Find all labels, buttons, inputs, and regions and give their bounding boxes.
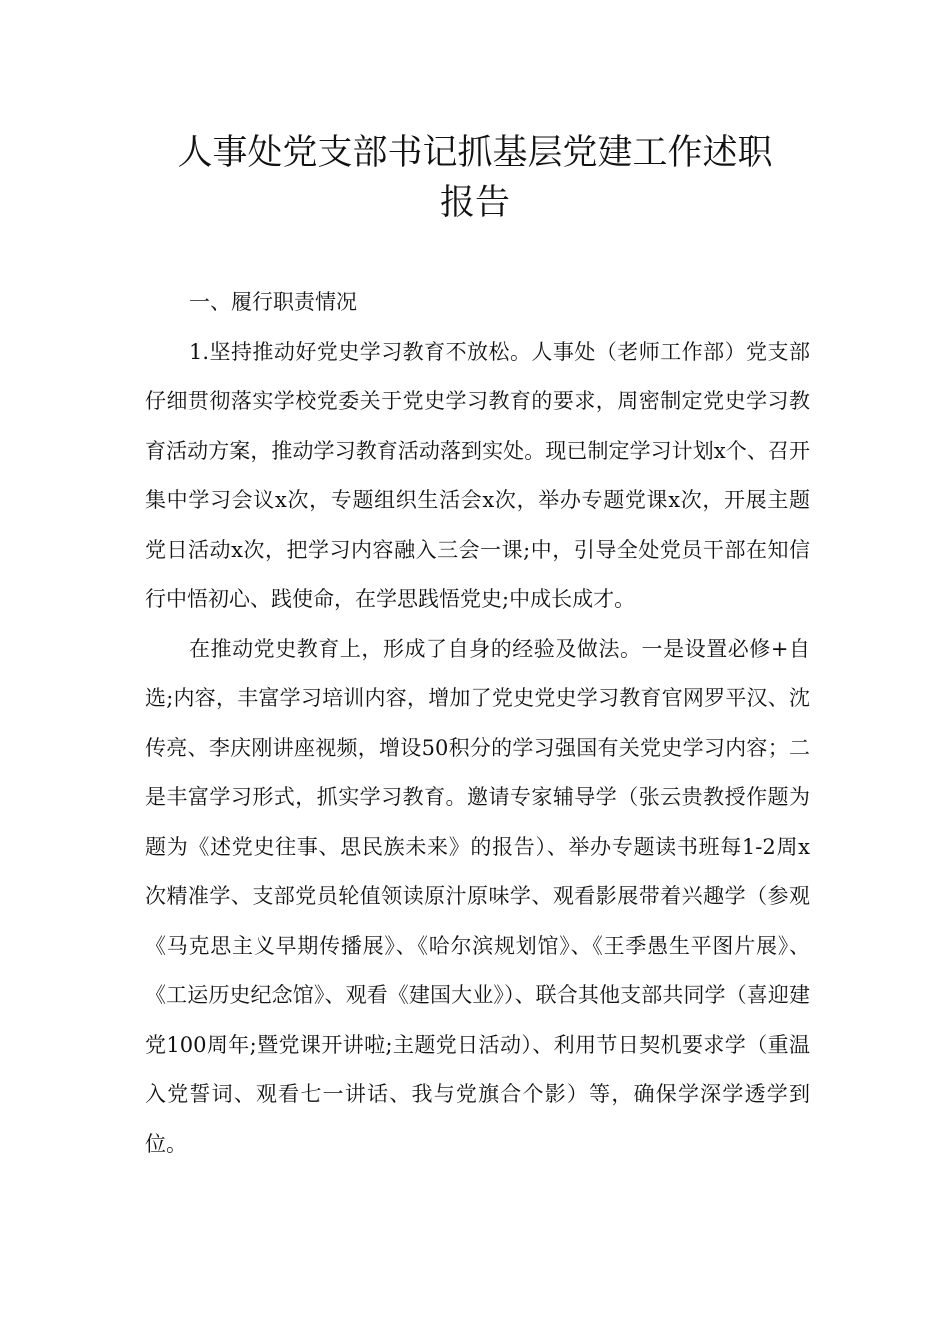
document-body <box>145 278 810 1169</box>
document-title-line-1: 人事处党支部书记抓基层党建工作述职 <box>177 133 773 173</box>
section-heading: 一、履行职责情况 <box>189 290 357 314</box>
paragraph-2: 在推动党史教育上，形成了自身的经验及做法。一是设置必修+自选;内容，丰富学习培训内容，增加了党史党史学习教育官网罗平汉、沈传亮、李庆刚讲座视频，增设50积分的学习强国有关党史学习内容；二是丰富学习形式，抓实学习教育。邀请专家辅导学（张云贵教授作题为题为《述党史往事、思民族未来》的报告）、举办专题读书班每1-2周x次精准学、支部党员轮值领读原汁原味学、观看影展带着兴趣学（参观《马克思主义早期传播展》、《哈尔滨规划馆》、《王季愚生平图片展》、《工运历史纪念馆》、观看《建国大业》）、联合其他支部共同学（喜迎建党100周年;暨党课开讲啦;主题党日活动）、利用节日契机要求学（重温入党誓词、观看七一讲话、我与党旗合个影）等，确保学深学透学到位。 <box>145 636 810 1156</box>
paragraph-1: 1.坚持推动好党史学习教育不放松。人事处（老师工作部）党支部仔细贯彻落实学校党委关于党史学习教育的要求，周密制定党史学习教育活动方案，推动学习教育活动落到实处。现已制定学习计划x个、召开集中学习会议x次，专题组织生活会x次，举办专题党课x次，开展主题党日活动x次，把学习内容融入三会一课;中，引导全处党员干部在知信行中悟初心、践使命，在学思践悟党史;中成长成才。 <box>145 339 810 611</box>
document-title <box>100 128 850 228</box>
document-title-line-2: 报告 <box>439 183 510 223</box>
